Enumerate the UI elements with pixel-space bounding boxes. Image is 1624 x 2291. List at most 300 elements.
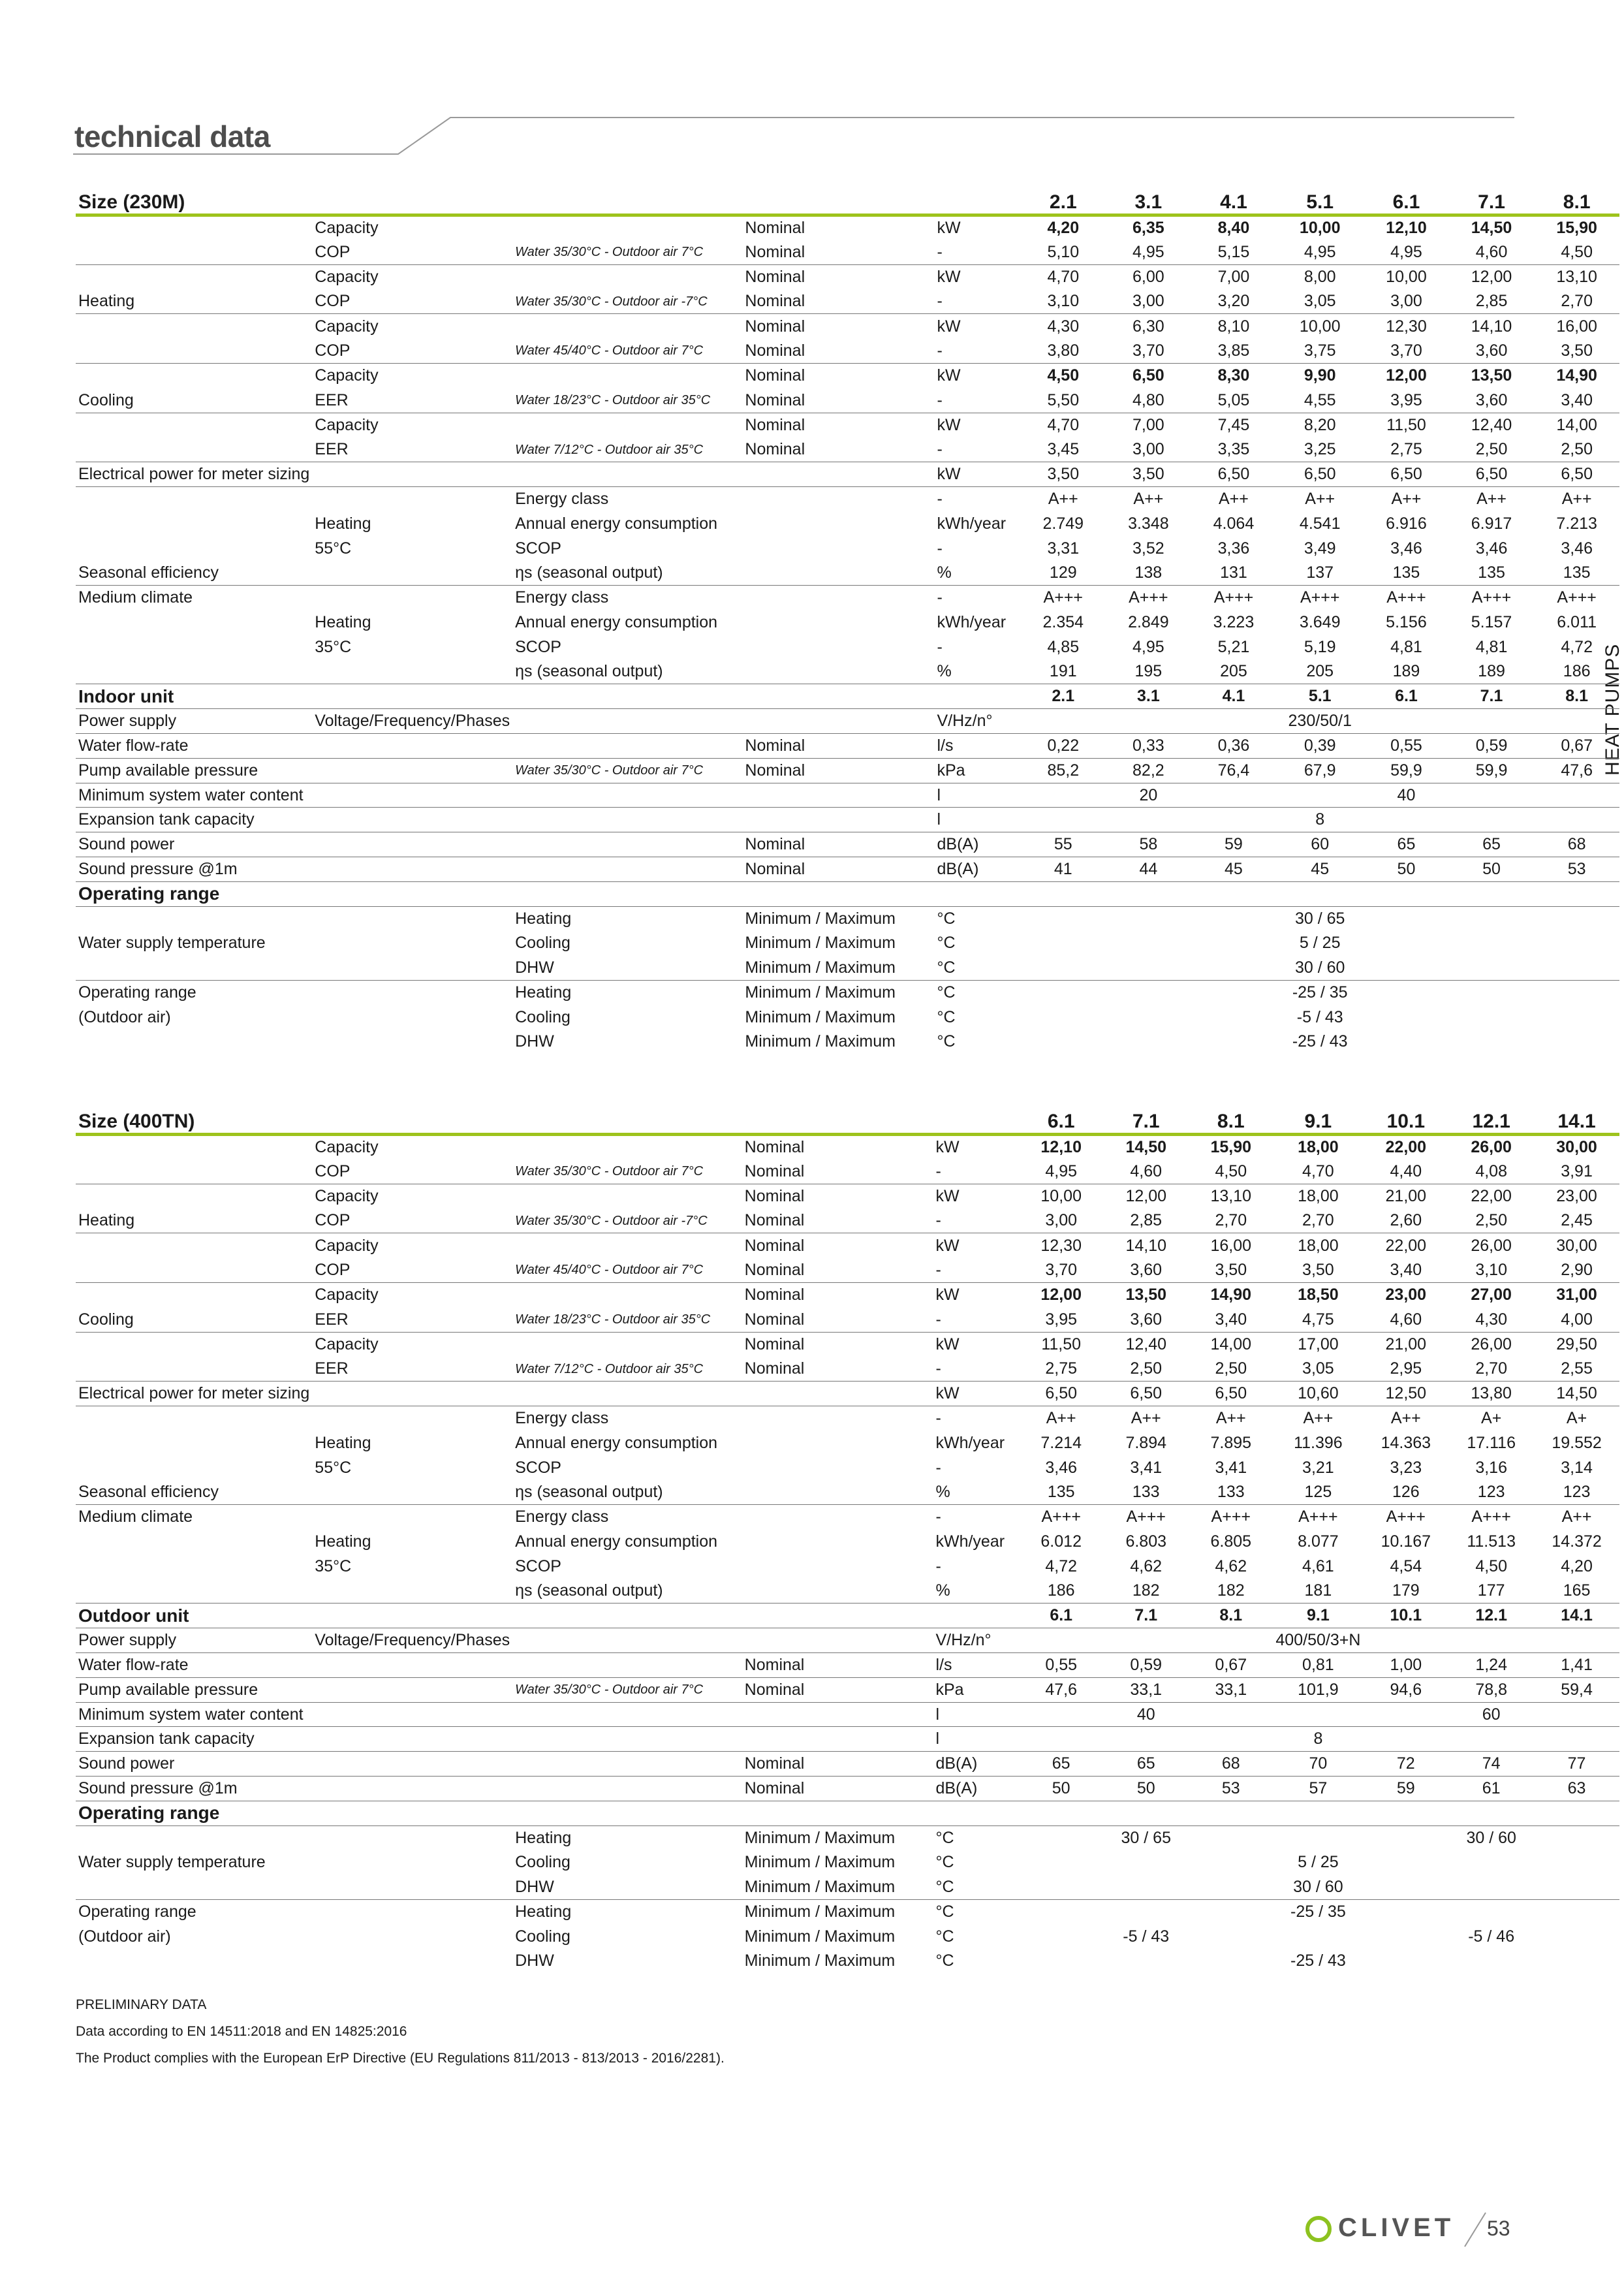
value-cell: 3,46 <box>1390 539 1422 558</box>
row-descriptor <box>312 1604 512 1628</box>
value-cell: -25 / 35 <box>1276 981 1364 1005</box>
value-cell: 4,70 <box>1021 413 1106 437</box>
value-cell: 6.1 <box>1364 191 1449 215</box>
row-descriptor: Annual energy consumption <box>515 1433 718 1452</box>
row-descriptor <box>512 364 742 388</box>
value-cell: 3,40 <box>1215 1310 1247 1329</box>
row-label <box>76 1233 312 1258</box>
value-cell: A+ <box>1534 1406 1619 1431</box>
value-cell: 26,00 <box>1448 1332 1534 1357</box>
row-descriptor: Water 7/12°C - Outdoor air 35°C <box>515 442 704 457</box>
value-cell: 9,90 <box>1276 364 1364 388</box>
value-cell: 2,70 <box>1302 1211 1334 1230</box>
table-row <box>76 1579 1619 1604</box>
row-descriptor <box>742 808 934 832</box>
row-descriptor: Nominal <box>745 390 805 409</box>
page-number: 53 <box>1487 2217 1510 2240</box>
row-label <box>76 240 312 265</box>
value-cell <box>1276 881 1364 906</box>
table-row <box>76 857 1619 882</box>
row-descriptor <box>512 314 742 339</box>
table-row <box>76 289 1619 314</box>
table-row <box>76 1677 1619 1702</box>
value-cell <box>1534 1030 1619 1054</box>
row-descriptor: l <box>933 1727 1019 1752</box>
row-descriptor <box>312 1727 512 1752</box>
row-descriptor: Energy class <box>512 1505 742 1530</box>
row-label: Minimum system water content <box>76 1702 312 1727</box>
value-cell <box>1191 906 1277 931</box>
value-cell: 135 <box>1392 563 1420 582</box>
row-descriptor: Nominal <box>745 341 805 360</box>
value-cell: -25 / 43 <box>1290 1951 1346 1970</box>
row-descriptor <box>512 1184 742 1209</box>
value-cell: 8.1 <box>1534 684 1619 709</box>
value-cell: 6.805 <box>1210 1532 1252 1551</box>
value-cell: 4,81 <box>1475 637 1508 656</box>
value-cell: 22,00 <box>1448 1184 1534 1209</box>
table-row <box>76 364 1619 388</box>
row-descriptor <box>742 1480 933 1505</box>
row-descriptor <box>312 1406 512 1431</box>
value-cell: A+++ <box>1273 1505 1363 1530</box>
value-cell: 20 <box>1106 783 1191 808</box>
size-400tn-table <box>76 1110 1619 1974</box>
row-label <box>76 264 312 289</box>
value-cell: 3,60 <box>1475 341 1508 360</box>
row-descriptor: Cooling <box>515 1927 570 1946</box>
value-cell: 4,62 <box>1215 1556 1247 1575</box>
table-row <box>76 1530 1619 1555</box>
value-cell: 179 <box>1392 1581 1420 1600</box>
value-cell: 0,59 <box>1103 1653 1189 1678</box>
row-descriptor <box>742 1702 933 1727</box>
value-cell: 94,6 <box>1363 1677 1448 1702</box>
value-cell: 3,60 <box>1130 1310 1163 1329</box>
value-cell: A++ <box>1019 1406 1103 1431</box>
value-cell <box>1191 709 1277 734</box>
value-cell: 30 / 60 <box>1448 1825 1534 1850</box>
value-cell: -25 / 43 <box>1292 1032 1348 1051</box>
value-cell <box>1021 981 1106 1005</box>
row-descriptor <box>742 684 934 709</box>
row-descriptor <box>512 783 742 808</box>
row-label: Water flow-rate <box>76 1653 312 1678</box>
value-cell: 4,50 <box>1561 242 1593 261</box>
value-cell: 6.1 <box>1364 684 1449 709</box>
row-descriptor: - <box>934 487 1020 512</box>
row-descriptor: °C <box>934 906 1020 931</box>
row-descriptor: kW <box>934 215 1020 240</box>
value-cell: 3,23 <box>1390 1458 1422 1477</box>
row-descriptor <box>742 709 934 734</box>
value-cell <box>1534 1900 1619 1925</box>
row-descriptor <box>312 1579 512 1604</box>
value-cell: 14,10 <box>1103 1233 1189 1258</box>
value-cell <box>1449 808 1535 832</box>
value-cell: 3.348 <box>1128 514 1169 533</box>
value-cell <box>1449 1030 1535 1054</box>
table-row <box>76 709 1619 734</box>
row-label: Operating range <box>76 881 312 906</box>
row-descriptor: Water 18/23°C - Outdoor air 35°C <box>515 393 711 408</box>
row-descriptor <box>312 1752 512 1777</box>
row-descriptor: Nominal <box>744 1359 805 1378</box>
row-descriptor: Water 45/40°C - Outdoor air 7°C <box>515 1263 704 1278</box>
row-descriptor: - <box>933 1505 1019 1530</box>
value-cell: 7.1 <box>1449 191 1535 215</box>
row-label <box>76 1875 312 1900</box>
value-cell: 45 <box>1276 857 1364 882</box>
value-cell: 2,70 <box>1215 1211 1247 1230</box>
value-cell <box>1019 1702 1103 1727</box>
row-label <box>76 1455 312 1480</box>
row-descriptor: - <box>935 1310 941 1329</box>
row-descriptor: Nominal <box>744 1161 805 1180</box>
value-cell: 5,50 <box>1047 390 1080 409</box>
row-descriptor <box>312 684 512 709</box>
value-cell <box>1021 808 1106 832</box>
row-descriptor: Water 35/30°C - Outdoor air 7°C <box>515 245 704 260</box>
value-cell <box>1019 1900 1103 1925</box>
value-cell <box>1363 1850 1448 1875</box>
row-descriptor: DHW <box>515 1951 554 1970</box>
value-cell: 123 <box>1477 1483 1505 1502</box>
value-cell: 3,50 <box>1215 1260 1247 1279</box>
value-cell: 23,00 <box>1363 1283 1448 1308</box>
row-descriptor: Nominal <box>742 832 934 857</box>
row-descriptor <box>742 1554 933 1579</box>
table-row <box>76 1160 1619 1184</box>
value-cell <box>1103 1801 1189 1825</box>
value-cell: 5,19 <box>1304 637 1336 656</box>
value-cell: 182 <box>1217 1581 1245 1600</box>
value-cell: 3,21 <box>1302 1458 1334 1477</box>
value-cell: 1,00 <box>1363 1653 1448 1678</box>
value-cell: 6,50 <box>1019 1382 1103 1406</box>
table-row <box>76 1005 1619 1030</box>
row-descriptor <box>312 1777 512 1801</box>
row-label <box>76 339 312 364</box>
row-descriptor <box>742 659 934 684</box>
value-cell: 126 <box>1392 1483 1420 1502</box>
value-cell <box>1363 1924 1448 1949</box>
value-cell <box>1191 783 1277 808</box>
value-cell <box>1448 1900 1534 1925</box>
row-descriptor: - <box>937 637 943 656</box>
value-cell: 60 <box>1276 832 1364 857</box>
row-descriptor: Nominal <box>742 413 934 437</box>
row-descriptor <box>312 659 512 684</box>
value-cell: 45 <box>1191 857 1277 882</box>
value-cell: 3,05 <box>1304 292 1336 311</box>
row-label: Water supply temperature <box>78 1853 266 1872</box>
value-cell: 10.1 <box>1363 1604 1448 1628</box>
value-cell: 3,46 <box>1045 1458 1078 1477</box>
value-cell: 8,20 <box>1276 413 1364 437</box>
row-descriptor: 55°C <box>315 1458 352 1477</box>
value-cell: 4,60 <box>1390 1310 1422 1329</box>
value-cell: A+++ <box>1276 586 1364 610</box>
row-descriptor <box>512 1777 742 1801</box>
row-descriptor <box>312 191 512 215</box>
table-row <box>76 536 1619 561</box>
value-cell: 177 <box>1477 1581 1505 1600</box>
value-cell: 0,59 <box>1449 734 1535 759</box>
value-cell <box>1021 709 1106 734</box>
row-label <box>76 610 312 635</box>
row-descriptor: Water 18/23°C - Outdoor air 35°C <box>515 1312 711 1327</box>
value-cell: 3,36 <box>1217 539 1250 558</box>
value-cell: 19.552 <box>1552 1433 1602 1452</box>
value-cell: 11,50 <box>1364 413 1449 437</box>
erp-note: The Product complies with the European ErP Directive (EU Regulations 811/2013 - 813/2013 - 2016/2281). <box>76 2051 725 2066</box>
value-cell <box>1019 1727 1103 1752</box>
row-descriptor: SCOP <box>515 1556 561 1575</box>
value-cell: 0,67 <box>1189 1653 1273 1678</box>
row-descriptor: Capacity <box>312 1233 512 1258</box>
value-cell: 7.1 <box>1103 1604 1189 1628</box>
row-descriptor: - <box>934 586 1020 610</box>
row-descriptor: Capacity <box>312 264 512 289</box>
value-cell: 18,00 <box>1273 1233 1363 1258</box>
standards-note: Data according to EN 14511:2018 and EN 14825:2016 <box>76 2024 407 2039</box>
value-cell: 6.011 <box>1557 612 1597 631</box>
value-cell <box>1448 1875 1534 1900</box>
value-cell: 0,22 <box>1021 734 1106 759</box>
value-cell: 12,10 <box>1364 215 1449 240</box>
value-cell: 3,10 <box>1047 292 1080 311</box>
row-descriptor: Energy class <box>512 487 742 512</box>
value-cell: 50 <box>1449 857 1535 882</box>
table-row <box>76 1480 1619 1505</box>
value-cell <box>1534 1850 1619 1875</box>
row-label <box>76 1135 312 1160</box>
value-cell <box>1364 931 1449 956</box>
value-cell <box>1448 1801 1534 1825</box>
value-cell: 65 <box>1103 1752 1189 1777</box>
value-cell: 30,00 <box>1534 1135 1619 1160</box>
value-cell: 135 <box>1047 1483 1075 1502</box>
row-label <box>76 956 312 981</box>
value-cell: 3,46 <box>1561 539 1593 558</box>
value-cell <box>1534 1949 1619 1974</box>
value-cell: 4,81 <box>1390 637 1422 656</box>
value-cell <box>1363 1702 1448 1727</box>
row-descriptor <box>312 956 512 981</box>
value-cell: 40 <box>1103 1702 1189 1727</box>
value-cell <box>1103 1850 1189 1875</box>
value-cell <box>1189 1924 1273 1949</box>
row-descriptor: Nominal <box>744 1260 805 1279</box>
row-descriptor <box>312 832 512 857</box>
value-cell <box>1449 709 1535 734</box>
value-cell <box>1363 1900 1448 1925</box>
value-cell: 2.1 <box>1021 191 1106 215</box>
row-descriptor: % <box>935 1581 950 1600</box>
row-descriptor: dB(A) <box>933 1777 1019 1801</box>
row-descriptor <box>312 1505 512 1530</box>
row-descriptor <box>312 1005 512 1030</box>
value-cell <box>1189 1628 1273 1653</box>
row-descriptor <box>312 1825 512 1850</box>
row-descriptor: kWh/year <box>937 612 1007 631</box>
value-cell: -5 / 43 <box>1296 1007 1343 1026</box>
row-descriptor <box>512 462 742 487</box>
value-cell: 4,61 <box>1302 1556 1334 1575</box>
value-cell: 14,90 <box>1534 364 1619 388</box>
value-cell: 31,00 <box>1534 1283 1619 1308</box>
row-descriptor <box>742 1628 933 1653</box>
row-descriptor: Cooling <box>515 1007 570 1026</box>
row-label: Indoor unit <box>76 684 312 709</box>
row-label <box>76 635 312 659</box>
value-cell <box>1189 1875 1273 1900</box>
value-cell: 4,95 <box>1132 637 1164 656</box>
row-descriptor: kPa <box>933 1677 1019 1702</box>
row-descriptor: kW <box>933 1332 1019 1357</box>
table-row <box>76 240 1619 265</box>
row-label: Sound pressure @1m <box>76 857 312 882</box>
value-cell: 123 <box>1563 1483 1591 1502</box>
value-cell <box>1191 981 1277 1005</box>
value-cell: 4,60 <box>1130 1161 1163 1180</box>
row-descriptor: Nominal <box>744 1310 805 1329</box>
value-cell: 4,20 <box>1561 1556 1593 1575</box>
value-cell: 22,00 <box>1363 1233 1448 1258</box>
page-number-divider <box>1462 2210 1488 2249</box>
value-cell: 135 <box>1478 563 1505 582</box>
row-descriptor: SCOP <box>515 1458 561 1477</box>
row-label <box>76 1825 312 1850</box>
value-cell: 14,10 <box>1449 314 1535 339</box>
value-cell: 13,50 <box>1449 364 1535 388</box>
row-descriptor <box>742 881 934 906</box>
row-descriptor: Water 35/30°C - Outdoor air -7°C <box>515 1213 708 1228</box>
value-cell: 205 <box>1220 662 1247 681</box>
value-cell <box>1534 931 1619 956</box>
row-descriptor: Minimum / Maximum <box>744 1951 896 1970</box>
row-descriptor: kWh/year <box>935 1532 1005 1551</box>
table-row <box>76 561 1619 586</box>
row-descriptor <box>512 1702 742 1727</box>
table-row <box>76 659 1619 684</box>
row-label <box>76 437 312 462</box>
value-cell: 3,41 <box>1215 1458 1247 1477</box>
table-row <box>76 511 1619 536</box>
row-descriptor: Capacity <box>312 413 512 437</box>
value-cell: 3,14 <box>1561 1458 1593 1477</box>
value-cell: 8,00 <box>1276 264 1364 289</box>
row-label <box>76 1579 312 1604</box>
value-cell: 195 <box>1134 662 1163 681</box>
value-cell: 3,50 <box>1021 462 1106 487</box>
value-cell: 10.167 <box>1381 1532 1431 1551</box>
table-row <box>76 1110 1619 1135</box>
row-descriptor <box>312 1702 512 1727</box>
row-descriptor <box>312 758 512 783</box>
value-cell <box>1364 956 1449 981</box>
value-cell <box>1019 1924 1103 1949</box>
table-row <box>76 462 1619 487</box>
value-cell <box>1534 1825 1619 1850</box>
value-cell <box>1534 1801 1619 1825</box>
value-cell: 3,85 <box>1217 341 1250 360</box>
row-descriptor <box>312 881 512 906</box>
value-cell: 6,30 <box>1106 314 1191 339</box>
row-descriptor <box>312 1030 512 1054</box>
row-label: Cooling <box>78 1310 134 1329</box>
value-cell <box>1364 906 1449 931</box>
value-cell: 5 / 25 <box>1299 934 1341 953</box>
value-cell: 30 / 65 <box>1276 906 1364 931</box>
value-cell <box>1103 1949 1189 1974</box>
row-descriptor: ηs (seasonal output) <box>515 1483 663 1502</box>
value-cell: 4,72 <box>1045 1556 1078 1575</box>
value-cell: A++ <box>1364 487 1449 512</box>
row-label: Electrical power for meter sizing <box>76 1382 312 1406</box>
value-cell <box>1363 1825 1448 1850</box>
value-cell <box>1191 1005 1277 1030</box>
value-cell: 8.077 <box>1298 1532 1339 1551</box>
value-cell: 3.1 <box>1106 684 1191 709</box>
row-label: Water flow-rate <box>76 734 312 759</box>
row-descriptor: Energy class <box>512 1406 742 1431</box>
row-descriptor: Nominal <box>744 1211 805 1230</box>
row-descriptor: Minimum / Maximum <box>745 958 896 977</box>
row-descriptor <box>512 1604 742 1628</box>
row-descriptor: - <box>937 539 943 558</box>
value-cell: 41 <box>1021 857 1106 882</box>
value-cell: 10,00 <box>1364 264 1449 289</box>
row-descriptor: V/Hz/n° <box>933 1628 1019 1653</box>
value-cell: 23,00 <box>1534 1184 1619 1209</box>
value-cell: 0,55 <box>1364 734 1449 759</box>
row-descriptor <box>512 1727 742 1752</box>
value-cell: -5 / 46 <box>1468 1927 1515 1946</box>
value-cell: 12,10 <box>1019 1135 1103 1160</box>
value-cell: 26,00 <box>1448 1233 1534 1258</box>
row-descriptor: kWh/year <box>937 514 1007 533</box>
value-cell <box>1189 1850 1273 1875</box>
row-descriptor: - <box>935 1556 941 1575</box>
value-cell: A++ <box>1106 487 1191 512</box>
value-cell: 135 <box>1563 563 1591 582</box>
row-descriptor: V/Hz/n° <box>934 709 1020 734</box>
table-row <box>76 1752 1619 1777</box>
value-cell <box>1449 1005 1535 1030</box>
row-descriptor: Nominal <box>742 1677 933 1702</box>
value-cell <box>1363 1875 1448 1900</box>
value-cell <box>1106 931 1191 956</box>
row-descriptor: kW <box>933 1283 1019 1308</box>
value-cell: 2.354 <box>1042 612 1084 631</box>
row-descriptor <box>312 857 512 882</box>
table-row <box>76 1801 1619 1825</box>
table-row <box>76 437 1619 462</box>
row-descriptor: Nominal <box>742 734 934 759</box>
value-cell: 12.1 <box>1448 1110 1534 1135</box>
value-cell: 3,00 <box>1132 292 1164 311</box>
value-cell: 5,05 <box>1217 390 1250 409</box>
row-label: Pump available pressure <box>76 758 312 783</box>
row-descriptor: dB(A) <box>934 857 1020 882</box>
value-cell: A++ <box>1273 1406 1363 1431</box>
table-row <box>76 1135 1619 1160</box>
row-descriptor <box>312 586 512 610</box>
value-cell: -25 / 35 <box>1273 1900 1363 1925</box>
value-cell <box>1189 1900 1273 1925</box>
